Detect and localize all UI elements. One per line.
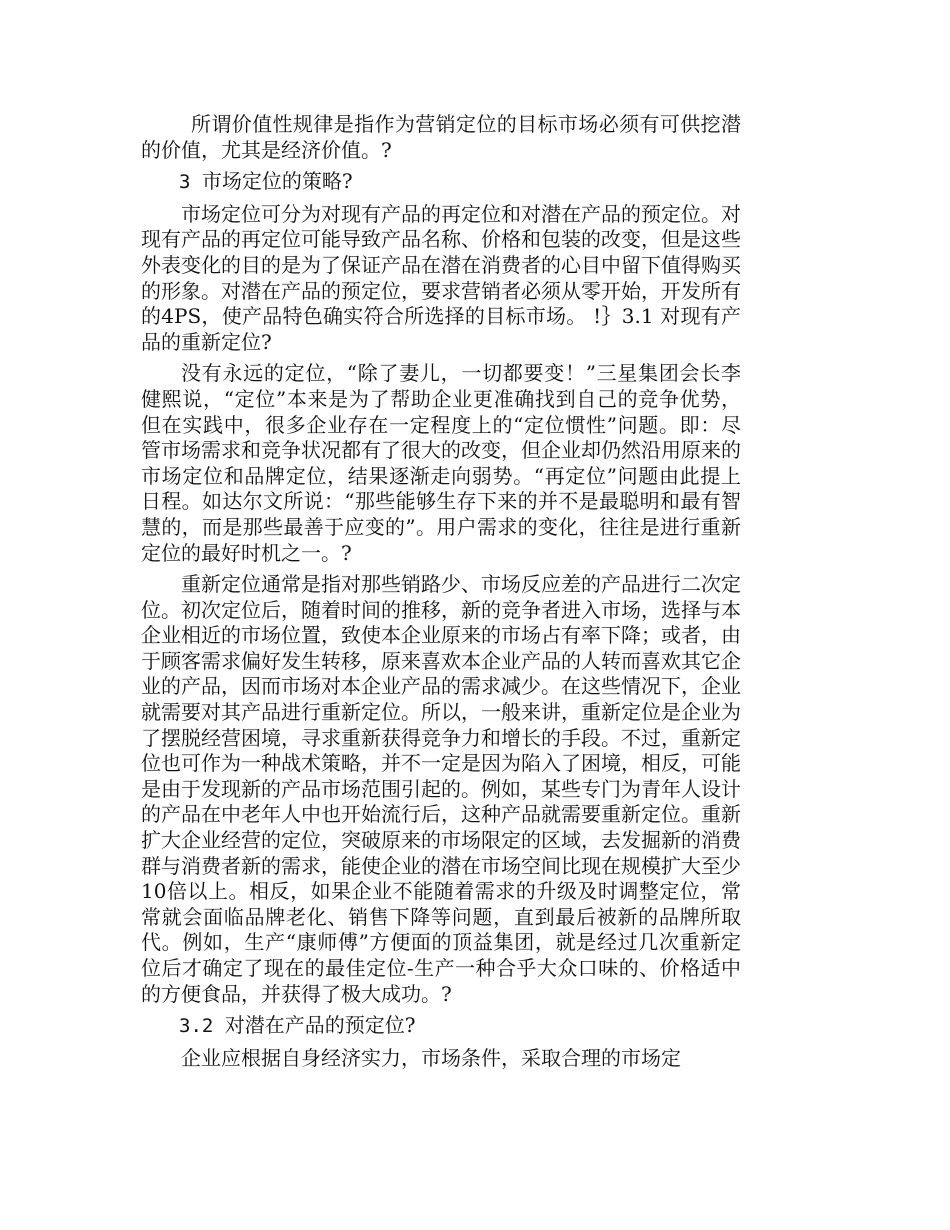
- section-heading-3: [141, 169, 741, 196]
- paragraph-positioning-types: 市场定位可分为对现有产品的再定位和对潜在产品的预定位。对现有产品的再定位可能导致产品名称、价格和包装的改变，但是这些外表变化的目的是为了保证产品在潜在消费者的心目中留下值得购买的形象。对潜在产品的预定位，要求营销者必须从零开始，开发所有的4PS，使产品特色确实符合所选择的目标市场。 !｝3.1 对现有产品的重新定位?: [141, 201, 741, 354]
- paragraph-prepositioning: 企业应根据自身经济实力，市场条件，采取合理的市场定: [181, 1045, 681, 1070]
- section-title: 对潜在产品的预定位?: [224, 1013, 416, 1038]
- section-heading-3-2: [141, 1013, 741, 1040]
- document-body: [141, 112, 741, 1077]
- paragraph-no-eternal-positioning: 没有永远的定位，“除了妻儿，一切都要变！”三星集团会长李健熙说，“定位”本来是为了帮助企业更准确找到自己的竞争优势，但在实践中，很多企业存在一定程度上的“定位惯性”问题。即：尽管市场需求和竞争状况都有了很大的改变，但企业却仍然沿用原来的市场定位和品牌定位，结果逐渐走向弱势。“再定位”问题由此提上日程。如达尔文所说：“那些能够生存下来的并不是最聪明和最有智慧的，而是那些最善于应变的”。用户需求的变化，往往是进行重新定位的最好时机之一。?: [141, 361, 741, 565]
- section-title: 市场定位的策略?: [201, 169, 353, 194]
- paragraph-repositioning: 重新定位通常是指对那些销路少、市场反应差的产品进行二次定位。初次定位后，随着时间的推移，新的竞争者进入市场，选择与本企业相近的市场位置，致使本企业原来的市场占有率下降；或者，由于顾客需求偏好发生转移，原来喜欢本企业产品的人转而喜欢其它企业的产品，因而市场对本企业产品的需求减少。在这些情况下，企业就需要对其产品进行重新定位。所以，一般来讲，重新定位是企业为了摆脱经营困境，寻求重新获得竞争力和增长的手段。不过，重新定位也可作为一种战术策略，并不一定是因为陷入了困境，相反，可能是由于发现新的产品市场范围引起的。例如，某些专门为青年人设计的产品在中老年人中也开始流行后，这种产品就需要重新定位。重新扩大企业经营的定位，突破原来的市场限定的区域，去发掘新的消费群与消费者新的需求，能使企业的潜在市场空间比现在规模扩大至少10倍以上。相反，如果企业不能随着需求的升级及时调整定位，常常就会面临品牌老化、销售下降等问题，直到最后被新的品牌所取代。例如，生产“康师傅”方便面的顶益集团，就是经过几次重新定位后才确定了现在的最佳定位-生产一种合乎大众口味的、价格适中的方便食品，并获得了极大成功。?: [141, 572, 741, 1006]
- section-number: 3.2: [179, 1015, 214, 1038]
- section-number: 3: [179, 171, 191, 194]
- paragraph-value-law: 所谓价值性规律是指作为营销定位的目标市场必须有可供挖潜的价值，尤其是经济价值。?: [141, 112, 741, 162]
